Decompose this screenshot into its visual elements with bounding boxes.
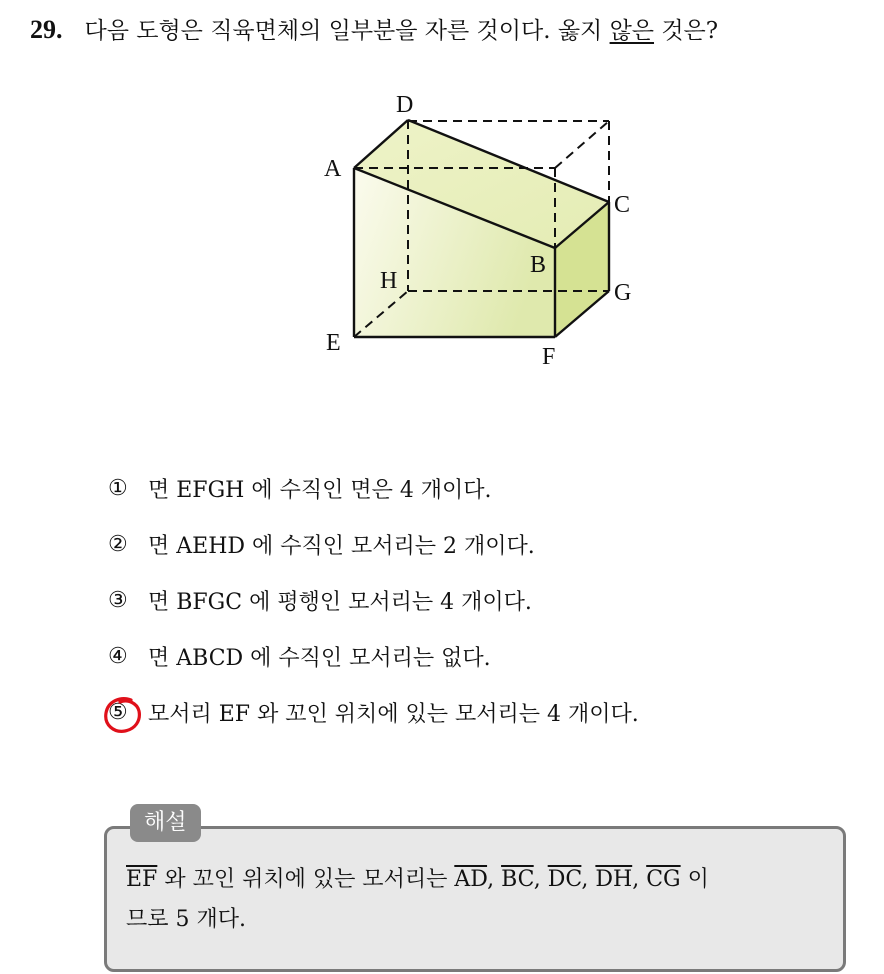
- segment-dc: $\overline{DC}$: [547, 867, 582, 892]
- solution-line2: 므로 5 개다.: [126, 907, 246, 932]
- choice-number: ①: [108, 475, 128, 501]
- choice-5[interactable]: [108, 684, 828, 740]
- edge-dashed: [555, 121, 609, 168]
- choice-1[interactable]: [108, 460, 828, 516]
- segment-dh: $\overline{DH}$: [595, 867, 633, 892]
- choice-text: 면 BFGC 에 평행인 모서리는 4 개이다.: [148, 589, 532, 615]
- vertex-label-f: F: [542, 344, 556, 370]
- question-stem: [30, 10, 870, 51]
- choice-text: 면 AEHD 에 수직인 모서리는 2 개이다.: [148, 533, 535, 559]
- choice-text: 면 ABCD 에 수직인 모서리는 없다.: [148, 645, 491, 671]
- cuboid-figure: [310, 88, 660, 378]
- choice-number: ②: [108, 531, 128, 557]
- vertex-label-c: C: [614, 192, 631, 218]
- vertex-label-b: B: [530, 252, 547, 278]
- separator: ,: [533, 867, 548, 892]
- question-number: 29.: [30, 15, 63, 44]
- separator: ,: [581, 867, 596, 892]
- solution-line1-end: 이: [680, 867, 709, 892]
- choice-text: 면 EFGH 에 수직인 면은 4 개이다.: [148, 477, 492, 503]
- segment-ef: $\overline{EF}$: [126, 867, 158, 892]
- choice-number: ③: [108, 587, 128, 613]
- choice-number: ④: [108, 643, 128, 669]
- choice-2[interactable]: [108, 516, 828, 572]
- vertex-label-g: G: [614, 280, 632, 306]
- question-text-after: 것은?: [654, 18, 719, 44]
- choice-3[interactable]: [108, 572, 828, 628]
- cuboid-svg: [310, 88, 660, 378]
- segment-ad: $\overline{AD}$: [454, 867, 488, 892]
- choice-list: [108, 460, 828, 740]
- segment-bc: $\overline{BC}$: [501, 867, 534, 892]
- separator: ,: [487, 867, 502, 892]
- vertex-label-e: E: [326, 330, 341, 356]
- vertex-label-d: D: [396, 92, 414, 118]
- choice-4[interactable]: [108, 628, 828, 684]
- solution-tab: 해설: [130, 804, 201, 842]
- vertex-label-a: A: [324, 156, 342, 182]
- solution-line1-mid: 와 꼬인 위치에 있는 모서리는: [157, 867, 455, 892]
- question-text-underlined: 않은: [609, 18, 655, 44]
- segment-cg: $\overline{CG}$: [646, 867, 681, 892]
- choice-number: ⑤: [108, 699, 128, 725]
- question-text-before: 다음 도형은 직육면체의 일부분을 자른 것이다. 옳지: [84, 18, 610, 44]
- choice-text: 모서리 EF 와 꼬인 위치에 있는 모서리는 4 개이다.: [148, 701, 639, 727]
- solution-text: [126, 860, 826, 940]
- vertex-label-h: H: [380, 268, 398, 294]
- separator: ,: [632, 867, 647, 892]
